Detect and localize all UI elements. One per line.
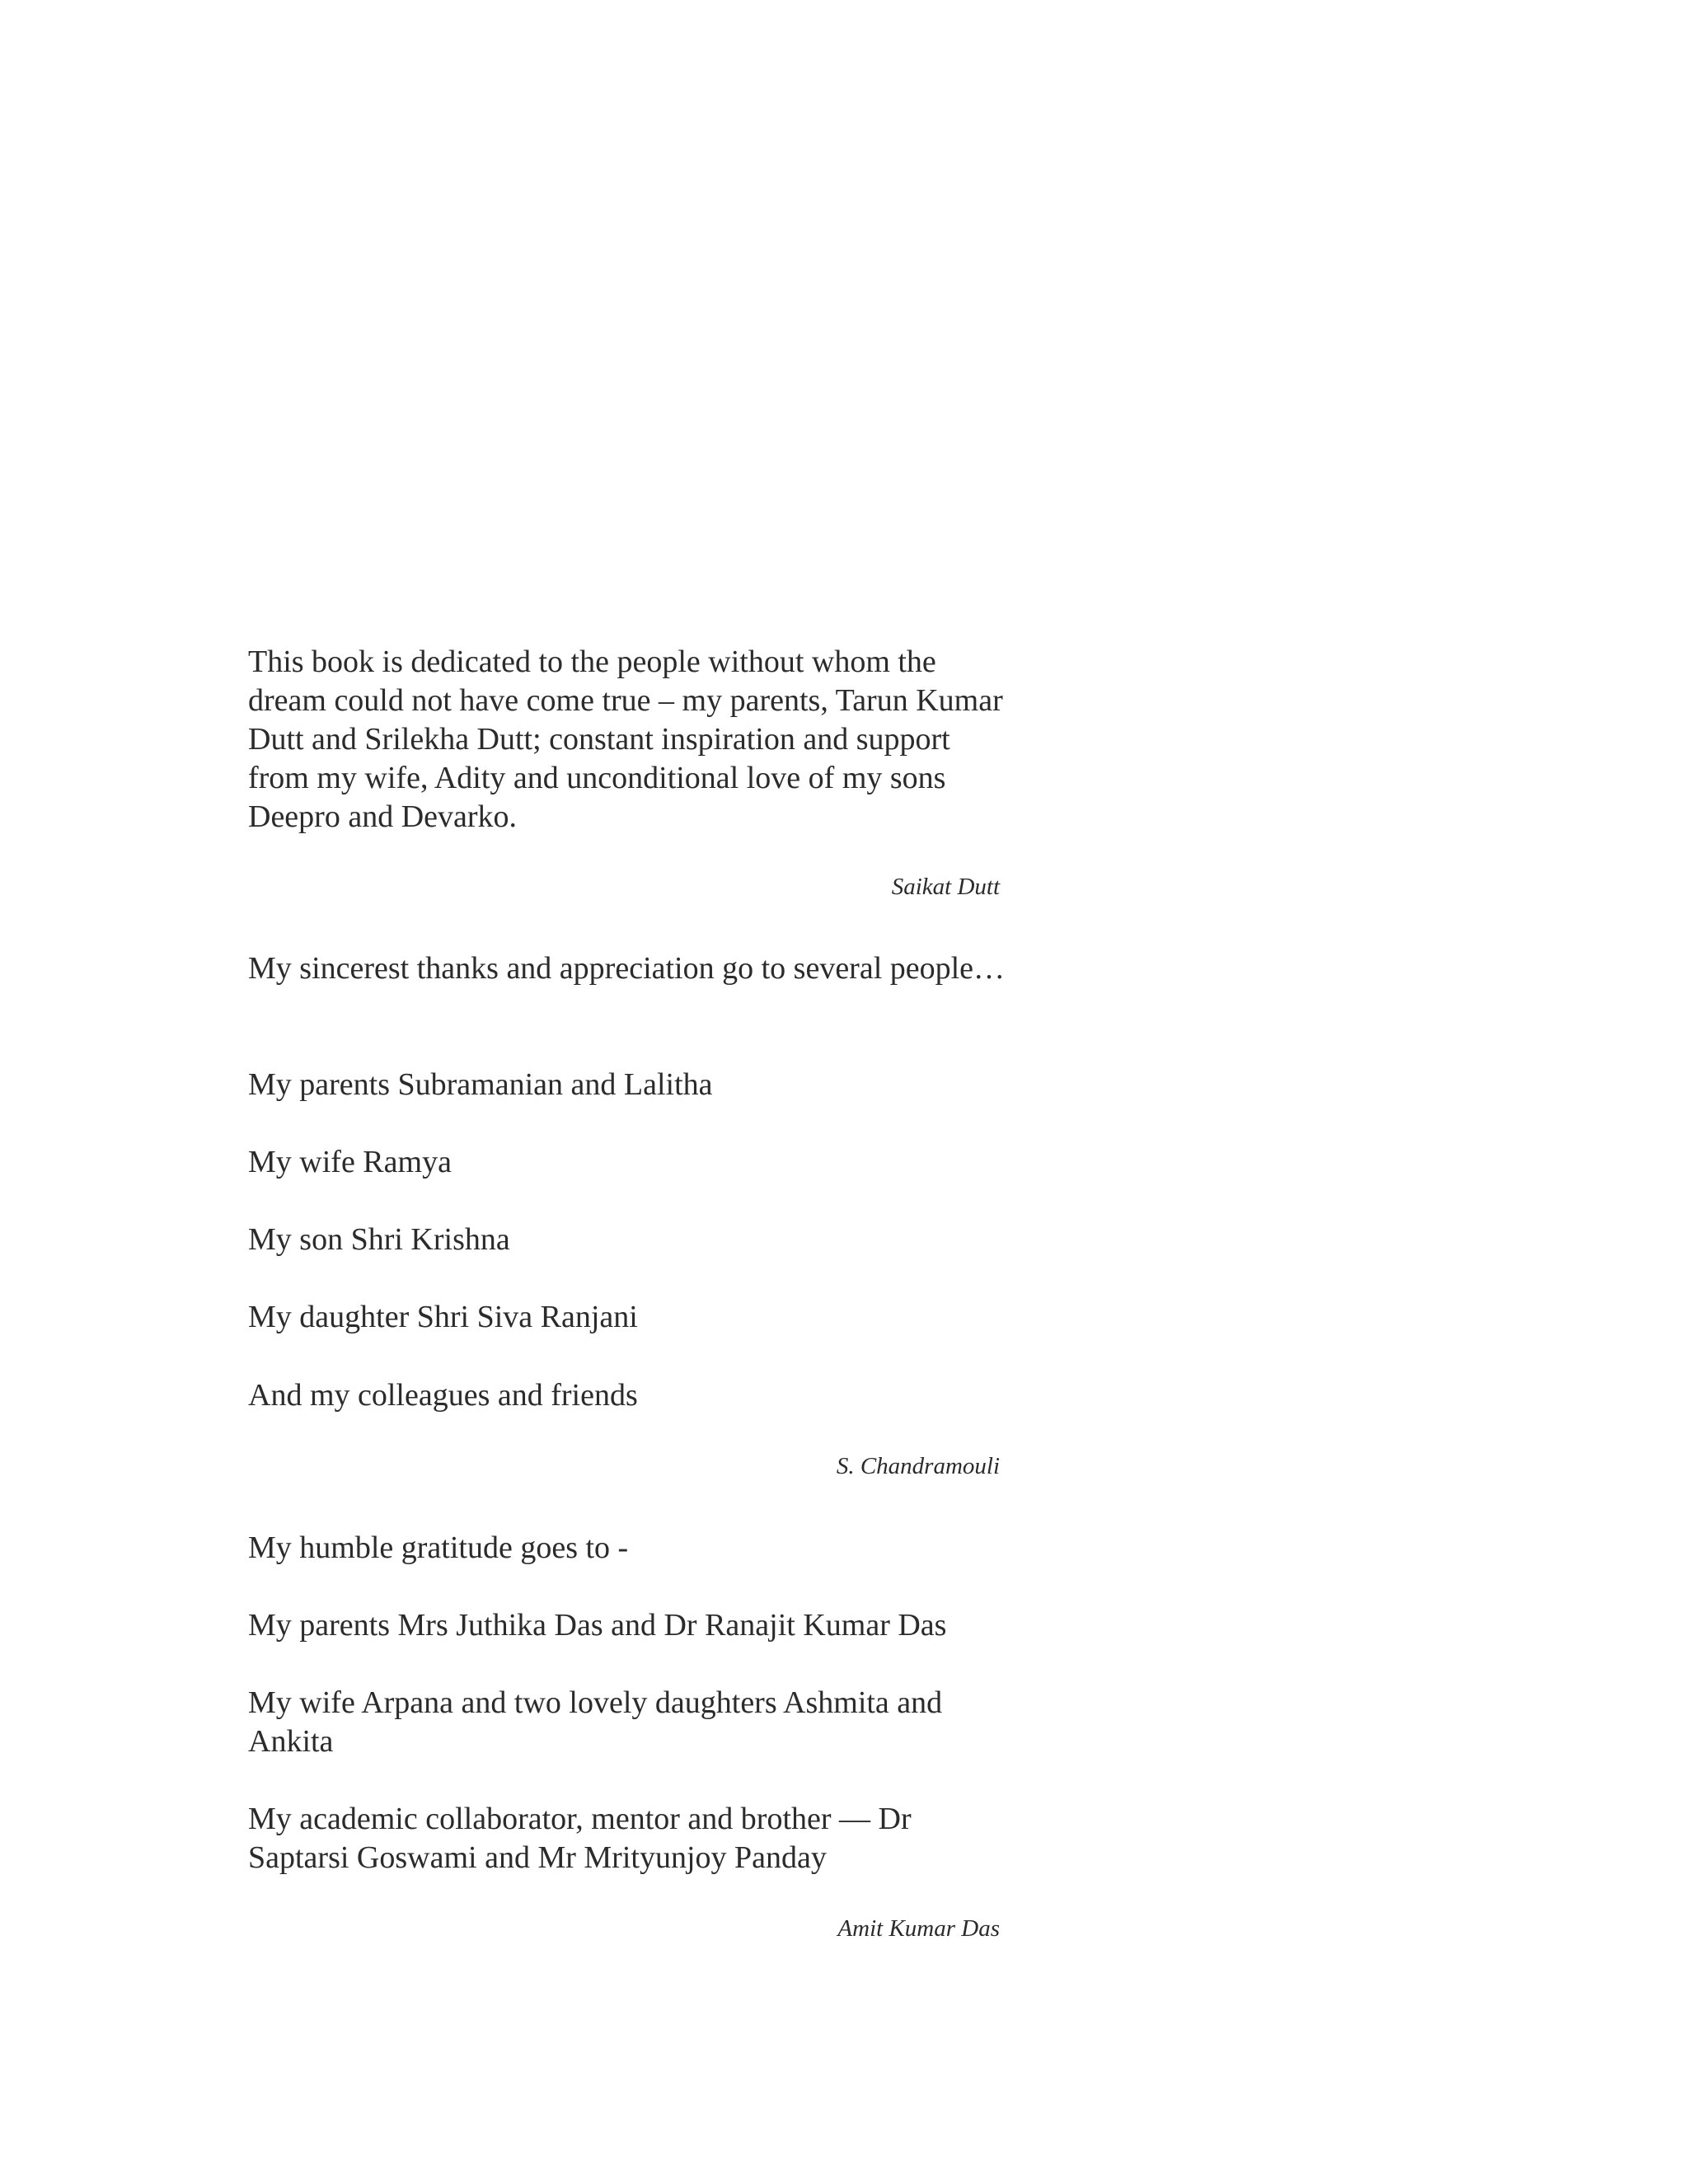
thanks-line-son: My son Shri Krishna: [248, 1222, 510, 1257]
gratitude-line-wife-daughters: My wife Arpana and two lovely daughters Ashmita and Ankita: [248, 1685, 943, 1759]
thanks-line-wife: My wife Ramya: [248, 1145, 452, 1179]
gratitude-line-collaborators: My academic collaborator, mentor and brother — Dr Saptarsi Goswami and Mr Mrityunjoy Panday: [248, 1802, 912, 1875]
thanks-line-colleagues: And my colleagues and friends: [248, 1378, 638, 1413]
dedication-paragraph: This book is dedicated to the people without whom the dream could not have come true – my parents, Tarun Kumar Dutt and Srilekha Dutt; constant inspiration and support from my wife, Adity and unconditional love of my sons Deepro and Devarko.: [248, 644, 1003, 834]
signature-s-chandramouli: S. Chandramouli: [836, 1453, 1000, 1479]
thanks-intro: My sincerest thanks and appreciation go to several people…: [248, 951, 1006, 986]
signature-saikat-dutt: Saikat Dutt: [891, 874, 1000, 900]
gratitude-intro: My humble gratitude goes to -: [248, 1530, 629, 1565]
thanks-line-parents: My parents Subramanian and Lalitha: [248, 1067, 713, 1102]
signature-amit-kumar-das: Amit Kumar Das: [837, 1915, 1000, 1942]
thanks-line-daughter: My daughter Shri Siva Ranjani: [248, 1300, 638, 1334]
gratitude-line-parents: My parents Mrs Juthika Das and Dr Ranajit Kumar Das: [248, 1608, 947, 1643]
